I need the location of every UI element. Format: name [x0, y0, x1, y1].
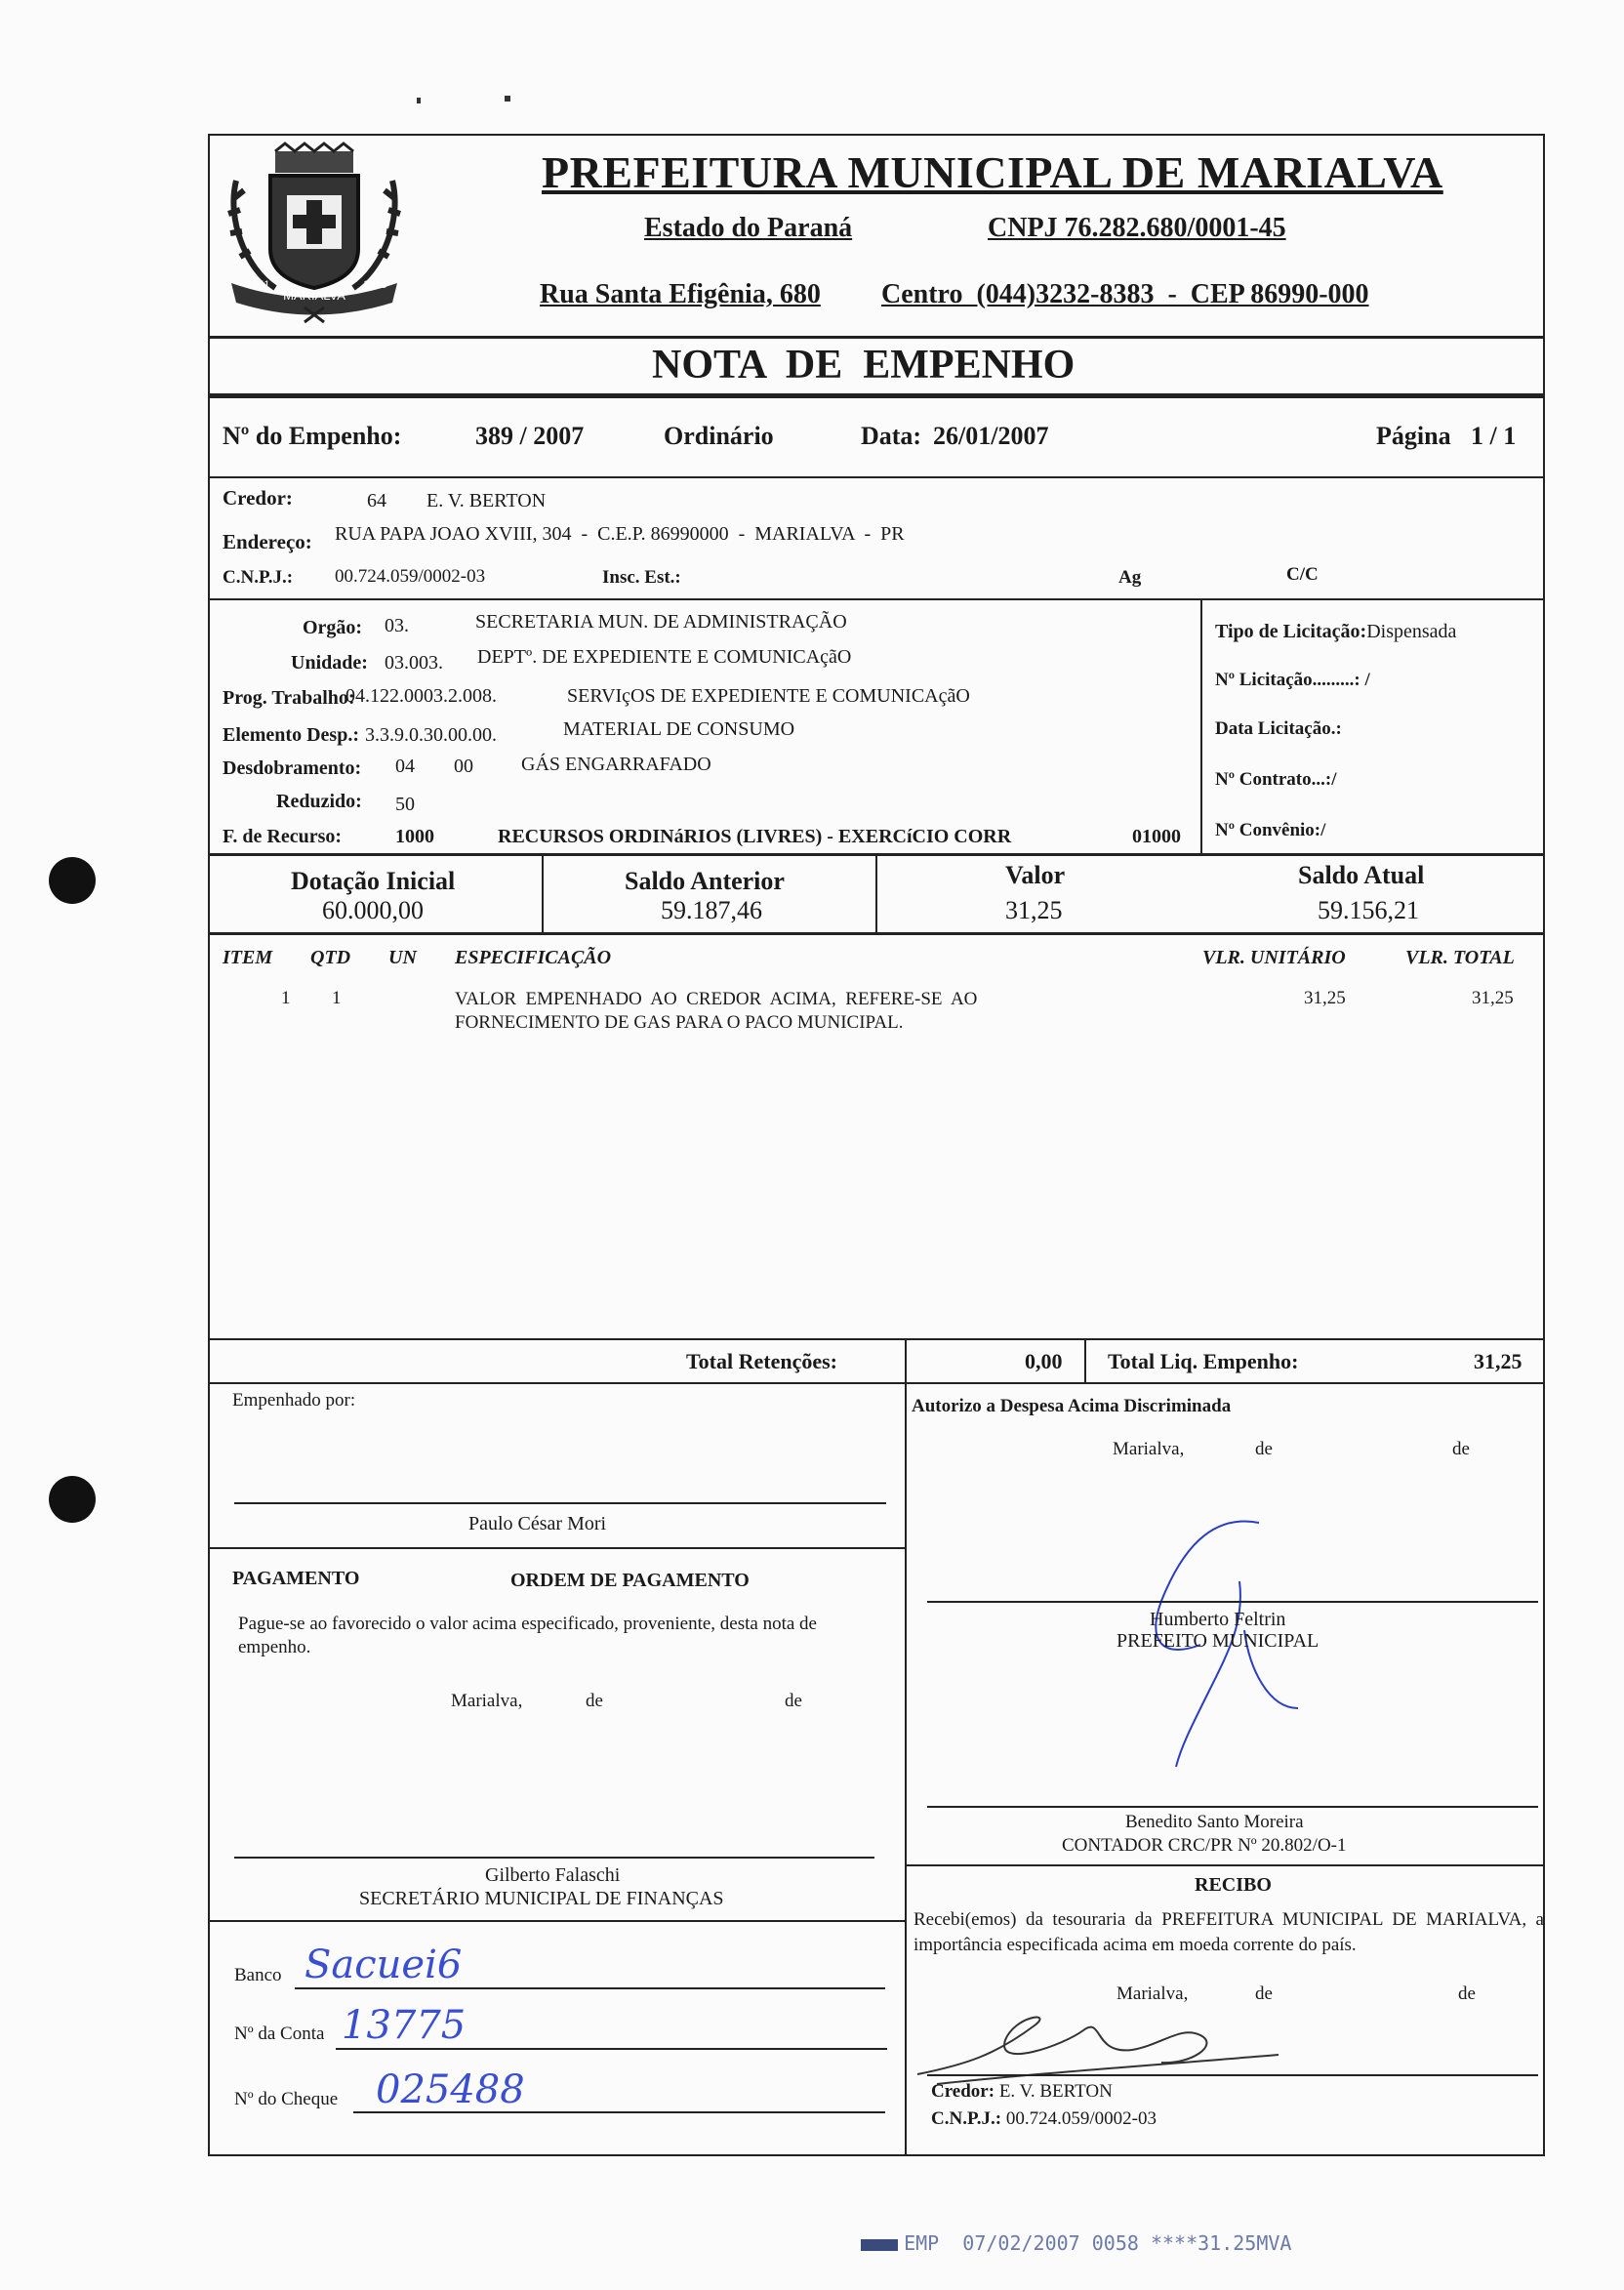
- page-label: Página: [1376, 422, 1451, 450]
- conta-label: Nº da Conta: [234, 2024, 325, 2044]
- prog-trabalho-name: SERVIçOS DE EXPEDIENTE E COMUNICAçãO: [567, 685, 970, 707]
- pagamento-text: Pague-se ao favorecido o valor acima especificado, proveniente, desta nota de empenho.: [238, 1614, 817, 1657]
- unidade-name: DEPTº. DE EXPEDIENTE E COMUNICAçãO: [477, 646, 852, 668]
- insc-est-label: Insc. Est.:: [602, 567, 681, 588]
- ordem-pagamento-label: ORDEM DE PAGAMENTO: [510, 1570, 750, 1591]
- numero-convenio: Nº Convênio:/: [1215, 820, 1326, 840]
- cnpj-label: CNPJ 76.282.680/0001-45: [988, 213, 1286, 243]
- autorizo-de-2: de: [1452, 1439, 1470, 1459]
- page-title: PREFEITURA MUNICIPAL DE MARIALVA: [542, 147, 1443, 197]
- empenhado-por-label: Empenhado por:: [232, 1390, 356, 1411]
- elemento-name: MATERIAL DE CONSUMO: [563, 718, 795, 740]
- item-specification: VALOR EMPENHADO AO CREDOR ACIMA, REFERE-SE AO FORNECIMENTO DE GAS PARA O PACO MUNICIPAL.: [455, 989, 978, 1033]
- pagamento-label: PAGAMENTO: [232, 1568, 360, 1589]
- state-label: Estado do Paraná: [644, 213, 853, 243]
- desdobramento-b: 00: [454, 756, 473, 777]
- unidade-code: 03.003.: [385, 652, 443, 674]
- credor-name: E. V. BERTON: [426, 490, 547, 511]
- recurso-label: F. de Recurso:: [223, 826, 343, 847]
- recibo-cnpj: C.N.P.J.: 00.724.059/0002-03: [931, 2108, 1157, 2129]
- total-liq-value: 31,25: [1474, 1349, 1522, 1373]
- prefeito-name: Humberto Feltrin: [1150, 1609, 1286, 1630]
- recurso-code: 1000: [395, 826, 434, 847]
- dotacao-inicial-label: Dotação Inicial: [291, 867, 456, 895]
- empenho-date: 26/01/2007: [933, 422, 1049, 450]
- endereco-label: Endereço:: [223, 530, 312, 553]
- total-liq-label: Total Liq. Empenho:: [1108, 1349, 1299, 1373]
- cheque-label: Nº do Cheque: [234, 2089, 339, 2109]
- empenho-type: Ordinário: [664, 422, 774, 450]
- svg-text:MARIALVA: MARIALVA: [283, 288, 345, 303]
- punch-hole-top: [49, 857, 96, 904]
- tipo-licitacao: Tipo de Licitação:Dispensada: [1215, 621, 1457, 642]
- reduzido-label: Reduzido:: [276, 791, 362, 812]
- recibo-credor: Credor: E. V. BERTON: [931, 2081, 1113, 2102]
- item-header-unit: VLR. UNITÁRIO: [1202, 947, 1346, 968]
- pagamento-city: Marialva,: [451, 1691, 523, 1711]
- scan-mark-2: [505, 96, 510, 102]
- desdobramento-a: 04: [395, 756, 415, 777]
- contador-name: Benedito Santo Moreira: [1125, 1812, 1304, 1832]
- saldo-atual-label: Saldo Atual: [1298, 861, 1425, 889]
- pagamento-de-1: de: [586, 1691, 603, 1711]
- recibo-text: Recebi(emos) da tesouraria da PREFEITURA MUNICIPAL DE MARIALVA, a importância especificada acima em moeda corrente do país.: [914, 1909, 1544, 1955]
- item-total-value: 31,25: [1472, 988, 1514, 1008]
- data-licitacao: Data Licitação.:: [1215, 718, 1342, 739]
- orgao-name: SECRETARIA MUN. DE ADMINISTRAÇÃO: [475, 611, 847, 633]
- document-title: NOTA DE EMPENHO: [652, 343, 1076, 388]
- page-number: 1 / 1: [1471, 422, 1517, 450]
- cheque-field[interactable]: 025488: [376, 2067, 525, 2112]
- credor-address: RUA PAPA JOAO XVIII, 304 - C.E.P. 86990000 - MARIALVA - PR: [335, 523, 905, 545]
- processing-stamp: EMP 07/02/2007 0058 ****31.25MVA: [837, 2208, 1291, 2255]
- desdobramento-name: GÁS ENGARRAFADO: [521, 754, 711, 775]
- cnpj-credor-label: C.N.P.J.:: [223, 567, 294, 588]
- pagamento-de-2: de: [785, 1691, 802, 1711]
- banco-field[interactable]: Sacuei6: [304, 1942, 463, 1987]
- dotacao-inicial-value: 60.000,00: [322, 896, 424, 924]
- desdobramento-label: Desdobramento:: [223, 757, 362, 779]
- punch-hole-bottom: [49, 1476, 96, 1523]
- recibo-city: Marialva,: [1116, 1983, 1189, 2004]
- item-header-qtd: QTD: [310, 947, 351, 968]
- prog-trabalho-label: Prog. Trabalho:: [223, 687, 355, 709]
- empenhado-por-name: Paulo César Mori: [468, 1513, 607, 1534]
- secretario-name: Gilberto Falaschi: [485, 1864, 621, 1886]
- unidade-label: Unidade:: [291, 652, 368, 674]
- empenho-number: 389 / 2007: [475, 422, 585, 450]
- empenho-date-label: Data:: [861, 422, 922, 450]
- numero-licitacao: Nº Licitação.........: /: [1215, 670, 1370, 690]
- autorizo-city: Marialva,: [1113, 1439, 1185, 1459]
- recurso-name: RECURSOS ORDINáRIOS (LIVRES) - EXERCíCIO CORR: [498, 826, 1012, 847]
- contact-label: Centro (044)3232-8383 - CEP 86990-000: [881, 279, 1369, 309]
- scan-mark: [417, 98, 421, 103]
- ag-label: Ag: [1118, 567, 1142, 588]
- saldo-atual-value: 59.156,21: [1318, 896, 1419, 924]
- saldo-anterior-label: Saldo Anterior: [625, 867, 785, 895]
- cc-label: C/C: [1286, 564, 1319, 585]
- credor-code: 64: [367, 490, 386, 511]
- reduzido-value: 50: [395, 794, 415, 815]
- item-unit-value: 31,25: [1304, 988, 1346, 1008]
- recurso-number: 01000: [1132, 826, 1181, 847]
- banco-label: Banco: [234, 1965, 282, 1985]
- item-header-total: VLR. TOTAL: [1405, 947, 1515, 968]
- item-header-un: UN: [388, 947, 417, 968]
- svg-text:1951: 1951: [246, 279, 270, 291]
- orgao-label: Orgão:: [303, 617, 363, 638]
- autorizo-label: Autorizo a Despesa Acima Discriminada: [912, 1396, 1232, 1416]
- address-label: Rua Santa Efigênia, 680: [540, 279, 821, 309]
- valor-value: 31,25: [1005, 896, 1063, 924]
- empenho-number-label: Nº do Empenho:: [223, 422, 402, 450]
- secretario-title: SECRETÁRIO MUNICIPAL DE FINANÇAS: [359, 1888, 724, 1909]
- autorizo-de-1: de: [1255, 1439, 1273, 1459]
- prog-trabalho-code: 04.122.0003.2.008.: [345, 685, 497, 707]
- total-retencoes-value: 0,00: [1025, 1349, 1063, 1373]
- valor-label: Valor: [1005, 861, 1066, 889]
- orgao-code: 03.: [385, 615, 409, 636]
- contador-title: CONTADOR CRC/PR Nº 20.802/O-1: [1062, 1835, 1347, 1856]
- credor-cnpj: 00.724.059/0002-03: [335, 566, 486, 587]
- item-header-item: ITEM: [223, 947, 273, 968]
- elemento-code: 3.3.9.0.30.00.00.: [365, 724, 497, 746]
- coat-of-arms-seal: [217, 142, 412, 327]
- recibo-label: RECIBO: [1195, 1874, 1272, 1896]
- item-header-spec: ESPECIFICAÇÃO: [455, 947, 612, 968]
- credor-signature: [908, 1996, 1298, 2094]
- elemento-label: Elemento Desp.:: [223, 724, 359, 746]
- credor-label: Credor:: [223, 486, 293, 510]
- stamp-logo-icon: [861, 2239, 898, 2251]
- saldo-anterior-value: 59.187,46: [661, 896, 762, 924]
- recibo-de-1: de: [1255, 1983, 1273, 2004]
- table-row: 1 1 VALOR EMPENHADO AO CREDOR ACIMA, REFERE-SE AO FORNECIMENTO DE GAS PARA O PACO MUNICIPAL. 31,25 31,25: [281, 988, 1514, 1033]
- numero-contrato: Nº Contrato...:/: [1215, 769, 1337, 790]
- prefeito-title: PREFEITO MUNICIPAL: [1116, 1630, 1320, 1652]
- total-retencoes-label: Total Retenções:: [686, 1349, 837, 1373]
- recibo-de-2: de: [1458, 1983, 1476, 2004]
- svg-text:1955: 1955: [363, 279, 387, 291]
- conta-field[interactable]: 13775: [342, 2003, 467, 2048]
